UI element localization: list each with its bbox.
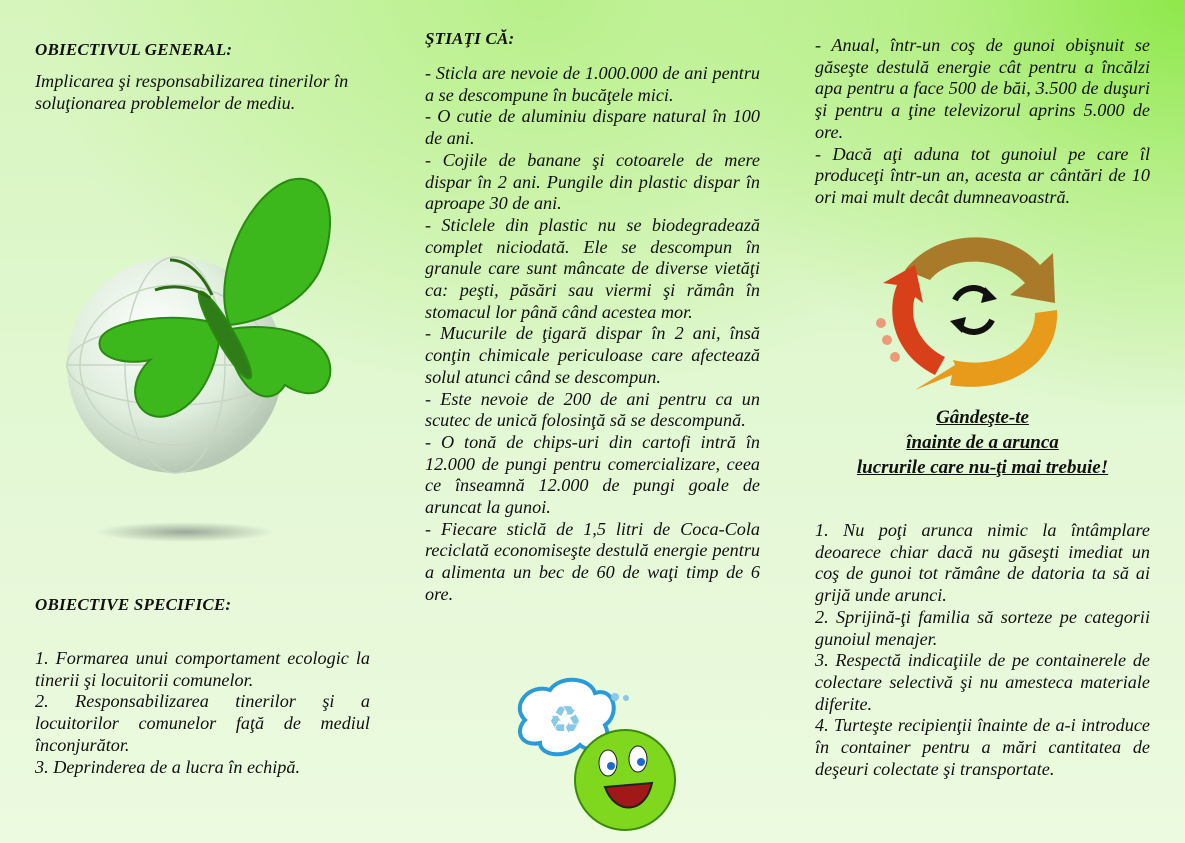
- title-line: înainte de a arunca: [906, 432, 1059, 453]
- tips-list: [815, 520, 1150, 780]
- recycle-arrows-icon: [875, 225, 1070, 395]
- tip-item: 2. Sprijină-ţi familia să sorteze pe categorii gunoiul menajer.: [815, 606, 1150, 649]
- tip-item: 3. Respectă indicaţiile de pe containerele de colectare selectivă şi nu amesteca materiale diferite.: [815, 650, 1150, 714]
- tip-item: 4. Turteşte recipienţii înainte de a-i introduce în container pentru a mări cantitatea de deşeuri colectate şi transportate.: [815, 715, 1150, 779]
- did-you-know-heading: ŞTIAŢI CĂ:: [425, 29, 515, 48]
- smiley-recycle-illustration: [510, 675, 690, 840]
- fact-item: - Cojile de banane şi cotoarele de mere dispar în 2 ani. Pungile din plastic dispar în aproape 30 de ani.: [425, 149, 760, 214]
- objective-item: 2. Responsabilizarea tinerilor şi a locuitorilor comunelor faţă de mediul înconjurător.: [35, 691, 370, 755]
- fact-item: - Sticlele din plastic nu se biodegradează complet niciodată. Ele se descompun în granule care sunt mâncate de diverse vietăţi ca: peşti, păsări sau viermi şi rămân în stomacul lor până când acestea mor.: [425, 214, 760, 322]
- specific-objectives-heading: OBIECTIVE SPECIFICE:: [35, 595, 232, 614]
- general-objective-heading: OBIECTIVUL GENERAL:: [35, 40, 233, 59]
- fact-item: - O tonă de chips-uri din cartofi intră în 12.000 de pungi pentru comercializare, ceea ce înseamnă 12.000 de pungi goale de aruncat la gunoi.: [425, 431, 760, 518]
- think-before-throwing-title: [815, 405, 1150, 480]
- specific-objectives-list: [35, 648, 370, 778]
- facts-list: [425, 63, 760, 606]
- more-facts-list: [815, 35, 1150, 209]
- smiley-icon: [575, 730, 675, 830]
- shadow: [95, 522, 275, 542]
- fact-item: - O cutie de aluminiu dispare natural în 100 de ani.: [425, 106, 760, 149]
- tip-item: 1. Nu poţi arunca nimic la întâmplare deoarece chiar dacă nu găseşti imediat un coş de gunoi tot rămâne de datoria ta să ai grijă unde arunci.: [815, 520, 1150, 606]
- title-line: lucrurile care nu-ţi mai trebuie!: [856, 457, 1109, 478]
- fact-item: - Mucurile de ţigară dispar în 2 ani, însă conţin chimicale periculoase care afectează solul atunci când se descompun.: [425, 323, 760, 387]
- objective-item: 1. Formarea unui comportament ecologic la tinerii şi locuitorii comunelor.: [35, 648, 370, 690]
- svg-text:♻: ♻: [547, 698, 583, 742]
- title-line: Gândeşte-te: [936, 407, 1029, 428]
- fact-item: - Fiecare sticlă de 1,5 litri de Coca-Cola reciclată economiseşte destulă energie pentru a alimenta un bec de 60 de waţi timp de 6 ore.: [425, 518, 760, 604]
- fact-item: - Sticla are nevoie de 1.000.000 de ani pentru a se descompune în bucăţele mici.: [425, 63, 760, 105]
- general-objective-text: Implicarea şi responsabilizarea tinerilor în soluţionarea problemelor de mediu.: [35, 71, 349, 113]
- fact-item: - Anual, într-un coş de gunoi obişnuit se găseşte destulă energie cât pentru a încălzi apa pentru a face 500 de băi, 3.500 de duşuri şi pentru a ţine televizorul aprins 5.000 de ore.: [815, 35, 1150, 142]
- fact-item: - Dacă aţi aduna tot gunoiul pe care îl produceţi într-un an, acesta ar cântări de 10 ori mai mult decât dumneavoastră.: [815, 143, 1150, 207]
- fact-item: - Este nevoie de 200 de ani pentru ca un scutec de unică folosinţă să se descompună.: [425, 388, 760, 431]
- objective-item: 3. Deprinderea de a lucra în echipă.: [35, 756, 301, 777]
- butterfly-globe-illustration: [60, 160, 360, 560]
